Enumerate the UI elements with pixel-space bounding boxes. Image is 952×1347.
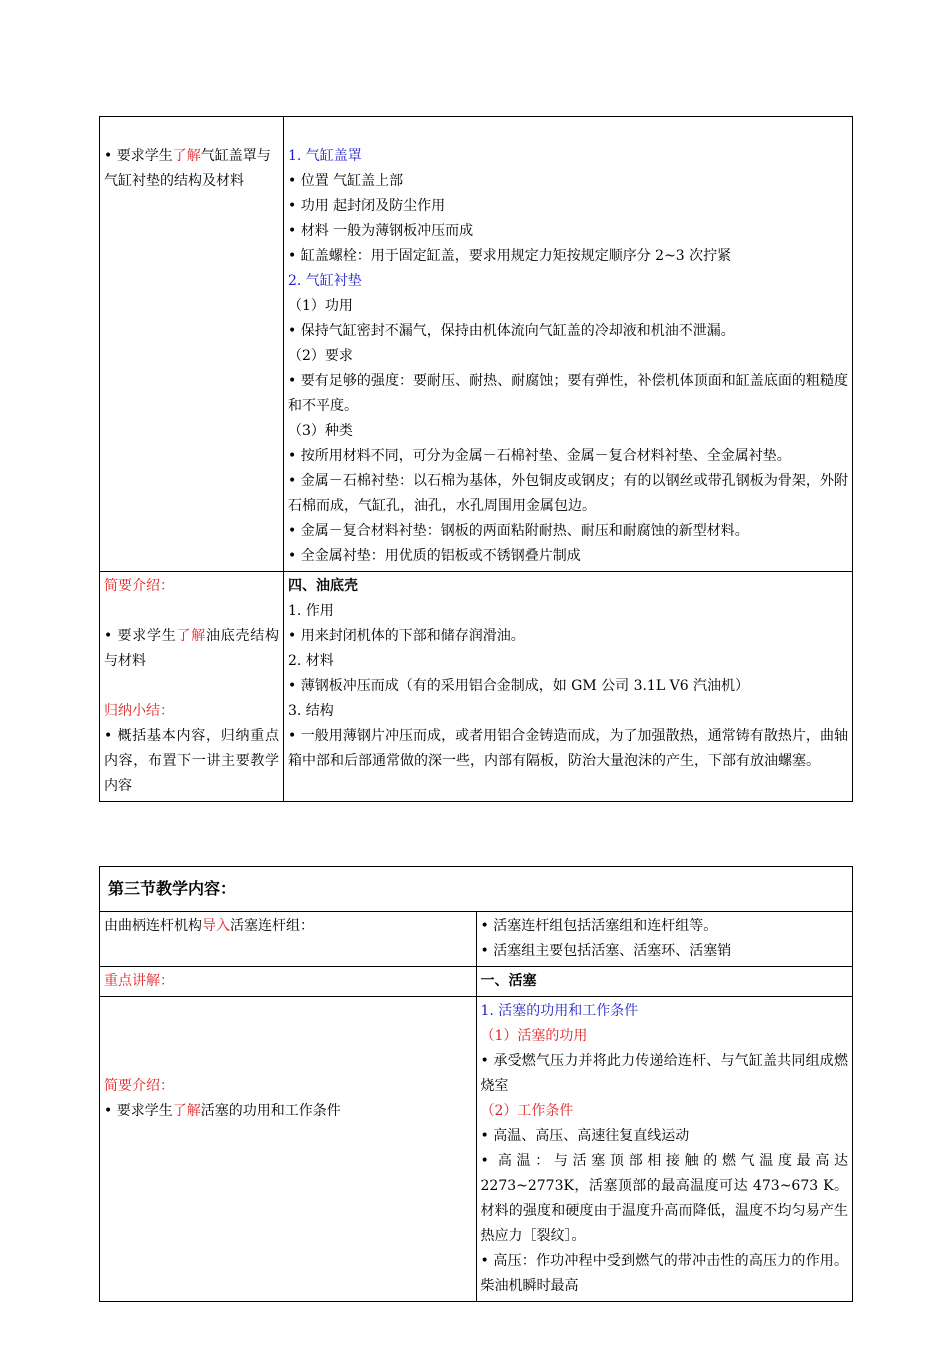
content-line: • 薄钢板冲压而成（有的采用铝合金制成，如 GM 公司 3.1L V6 汽油机） (288, 678, 750, 694)
content-lines (481, 999, 849, 1299)
content-lines (288, 144, 848, 569)
content-cell (476, 912, 853, 967)
content-line: （3）种类 (288, 423, 353, 439)
content-line: • 活塞连杆组包括活塞组和连杆组等。 (480, 918, 718, 934)
table-row (100, 117, 853, 572)
objective-text: • 要求学生了解油底壳结构与材料 (104, 628, 280, 669)
content-line: • 承受燃气压力并将此力传递给连杆、与气缸盖共同组成燃烧室 (480, 1053, 848, 1094)
summary-text: • 概括基本内容，归纳重点内容，布置下一讲主要教学内容 (104, 728, 279, 794)
content-line: 1. 作用 (288, 603, 334, 619)
content-line: • 全金属衬垫：用优质的铝板或不锈钢叠片制成 (288, 548, 581, 564)
key-point-label: 重点讲解： (100, 967, 477, 997)
content-line: 2. 气缸衬垫 (288, 273, 362, 289)
content-line: （1）活塞的功用 (480, 1028, 588, 1044)
table-row (100, 997, 853, 1302)
objective-text: • 要求学生了解气缸盖罩与气缸衬垫的结构及材料 (104, 148, 271, 189)
objective-cell (100, 912, 477, 967)
table-row (100, 572, 853, 802)
content-line: • 活塞组主要包括活塞、活塞环、活塞销 (480, 943, 732, 959)
objective-cell (100, 117, 284, 572)
objective-text: • 要求学生了解活塞的功用和工作条件 (104, 1103, 341, 1119)
objective-cell (100, 572, 284, 802)
intro-text: 由曲柄连杆机构导入活塞连杆组： (104, 918, 314, 934)
table-row (100, 967, 853, 997)
content-line: • 高压：作功冲程中受到燃气的带冲击性的高压力的作用。柴油机瞬时最高 (480, 1253, 848, 1294)
lesson-table-2 (99, 866, 853, 1302)
content-line: • 高温、高压、高速往复直线运动 (480, 1128, 690, 1144)
content-line: • 材料 一般为薄钢板冲压而成 (288, 223, 474, 239)
lesson-table-1 (99, 116, 853, 802)
section-title: 第三节教学内容： (100, 867, 853, 912)
content-cell (284, 117, 853, 572)
intro-label: 简要介绍： (104, 578, 174, 594)
content-line: （2）工作条件 (480, 1103, 574, 1119)
content-line: • 位置 气缸盖上部 (288, 173, 404, 189)
content-line: • 一般用薄钢片冲压而成，或者用铝合金铸造而成，为了加强散热，通常铸有散热片，曲轴箱中部和后部通常做的深一些，内部有隔板，防治大量泡沫的产生，下部有放油螺塞。 (288, 728, 848, 769)
table-header-row (100, 867, 853, 912)
content-line: • 功用 起封闭及防尘作用 (288, 198, 446, 214)
content-line: 3. 结构 (288, 703, 334, 719)
content-line: • 按所用材料不同，可分为金属－石棉衬垫、金属－复合材料衬垫、全金属衬垫。 (288, 448, 791, 464)
objective-cell (100, 997, 477, 1302)
content-line: 1. 气缸盖罩 (288, 148, 362, 164)
table-row (100, 912, 853, 967)
content-cell (284, 572, 853, 802)
summary-label: 归纳小结： (104, 703, 174, 719)
content-line: 四、油底壳 (288, 578, 358, 594)
content-line: • 用来封闭机体的下部和储存润滑油。 (288, 628, 525, 644)
content-lines (288, 574, 848, 774)
content-line: • 金属－复合材料衬垫：钢板的两面粘附耐热、耐压和耐腐蚀的新型材料。 (288, 523, 749, 539)
content-line: 1. 活塞的功用和工作条件 (480, 1003, 639, 1019)
content-line: • 缸盖螺栓：用于固定缸盖，要求用规定力矩按规定顺序分 2~3 次拧紧 (288, 248, 732, 264)
content-line: • 高温：与活塞顶部相接触的燃气温度最高达 2273~2773K，活塞顶部的最高温度可达 473~673 K。材料的强度和硬度由于温度升高而降低，温度不均匀易产生热应力［裂纹］。 (480, 1153, 848, 1244)
content-line: • 金属－石棉衬垫：以石棉为基体，外包铜皮或钢皮；有的以钢丝或带孔钢板为骨架，外附石棉而成，气缸孔，油孔，水孔周围用金属包边。 (288, 473, 848, 514)
content-line: （2）要求 (288, 348, 353, 364)
intro-label: 简要介绍： (104, 1078, 174, 1094)
content-line: • 要有足够的强度：要耐压、耐热、耐腐蚀；要有弹性，补偿机体顶面和缸盖底面的粗糙度和不平度。 (288, 373, 848, 414)
content-cell (476, 997, 853, 1302)
section-heading: 一、活塞 (476, 967, 853, 997)
content-line: • 保持气缸密封不漏气，保持由机体流向气缸盖的冷却液和机油不泄漏。 (288, 323, 735, 339)
content-line: 2. 材料 (288, 653, 334, 669)
content-line: （1）功用 (288, 298, 353, 314)
